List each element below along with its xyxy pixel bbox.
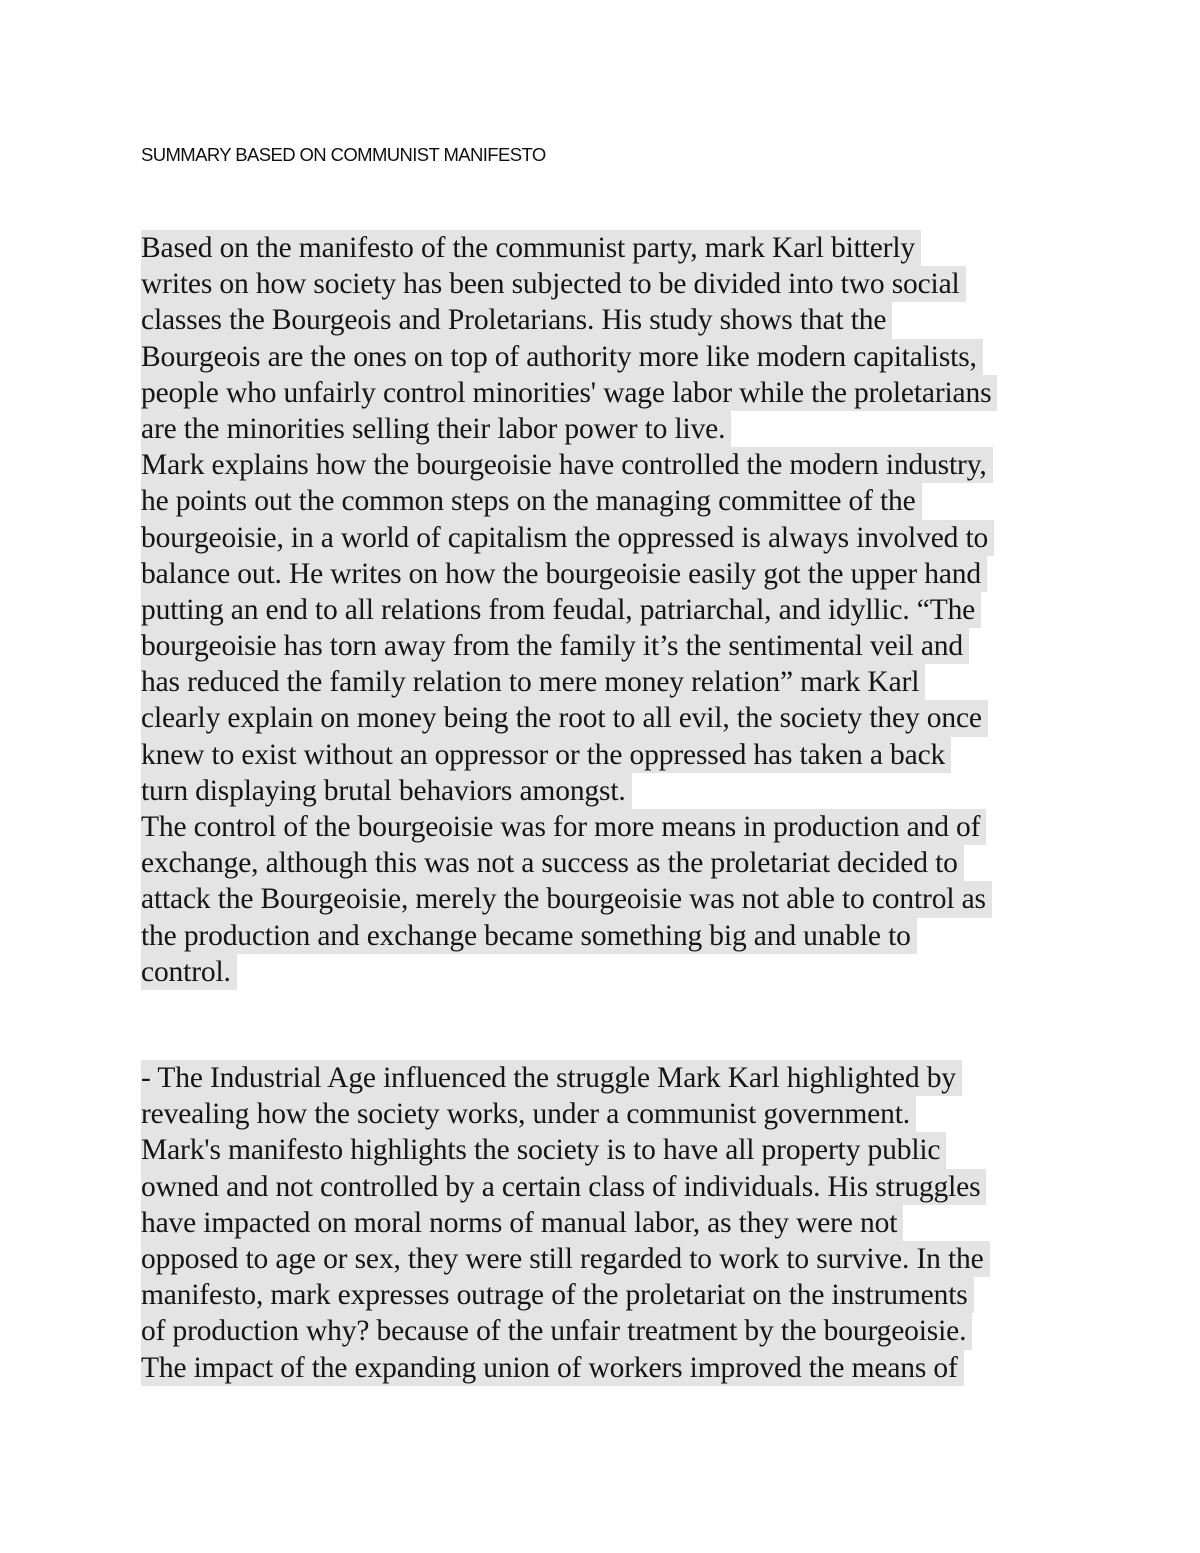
text-line: [141, 520, 997, 556]
text-line: [141, 556, 997, 592]
highlighted-text: - The Industrial Age influenced the struggle Mark Karl highlighted by: [141, 1060, 962, 1096]
text-line: [141, 845, 997, 881]
highlighted-text: Based on the manifesto of the communist party, mark Karl bitterly: [141, 230, 921, 266]
highlighted-text: The control of the bourgeoisie was for more means in production and of: [141, 809, 986, 845]
highlighted-text: bourgeoisie has torn away from the family it’s the sentimental veil and: [141, 628, 969, 664]
text-line: [141, 1277, 990, 1313]
text-line: [141, 230, 997, 266]
highlighted-text: the production and exchange became something big and unable to: [141, 918, 917, 954]
highlighted-text: of production why? because of the unfair treatment by the bourgeoisie.: [141, 1313, 972, 1349]
text-line: [141, 592, 997, 628]
text-line: [141, 302, 997, 338]
highlighted-text: manifesto, mark expresses outrage of the proletariat on the instruments: [141, 1277, 974, 1313]
text-line: [141, 339, 997, 375]
text-line: [141, 1205, 990, 1241]
highlighted-text: clearly explain on money being the root to all evil, the society they once: [141, 700, 988, 736]
highlighted-text: have impacted on moral norms of manual labor, as they were not: [141, 1205, 903, 1241]
text-line: [141, 447, 997, 483]
text-line: [141, 809, 997, 845]
paragraph-block-2: [141, 1060, 990, 1386]
highlighted-text: opposed to age or sex, they were still regarded to work to survive. In the: [141, 1241, 990, 1277]
highlighted-text: attack the Bourgeoisie, merely the bourgeoisie was not able to control as: [141, 881, 992, 917]
highlighted-text: turn displaying brutal behaviors amongst.: [141, 773, 632, 809]
text-line: [141, 628, 997, 664]
highlighted-text: are the minorities selling their labor power to live.: [141, 411, 731, 447]
paragraph-block-1: [141, 230, 997, 990]
highlighted-text: control.: [141, 954, 237, 990]
highlighted-text: revealing how the society works, under a communist government.: [141, 1096, 916, 1132]
highlighted-text: exchange, although this was not a success as the proletariat decided to: [141, 845, 964, 881]
highlighted-text: he points out the common steps on the managing committee of the: [141, 483, 922, 519]
text-line: [141, 737, 997, 773]
highlighted-text: knew to exist without an oppressor or the oppressed has taken a back: [141, 737, 951, 773]
text-line: [141, 375, 997, 411]
text-line: [141, 1096, 990, 1132]
highlighted-text: classes the Bourgeois and Proletarians. His study shows that the: [141, 302, 892, 338]
highlighted-text: people who unfairly control minorities' wage labor while the proletarians: [141, 375, 997, 411]
text-line: [141, 881, 997, 917]
text-line: [141, 1313, 990, 1349]
text-line: [141, 1241, 990, 1277]
highlighted-text: Mark's manifesto highlights the society is to have all property public: [141, 1132, 946, 1168]
document-title: SUMMARY BASED ON COMMUNIST MANIFESTO: [141, 144, 546, 165]
highlighted-text: Mark explains how the bourgeoisie have controlled the modern industry,: [141, 447, 993, 483]
highlighted-text: bourgeoisie, in a world of capitalism the oppressed is always involved to: [141, 520, 994, 556]
highlighted-text: has reduced the family relation to mere money relation” mark Karl: [141, 664, 925, 700]
highlighted-text: putting an end to all relations from feudal, patriarchal, and idyllic. “The: [141, 592, 981, 628]
highlighted-text: The impact of the expanding union of workers improved the means of: [141, 1350, 964, 1386]
highlighted-text: writes on how society has been subjected to be divided into two social: [141, 266, 966, 302]
text-line: [141, 1169, 990, 1205]
text-line: [141, 664, 997, 700]
text-line: [141, 954, 997, 990]
highlighted-text: owned and not controlled by a certain class of individuals. His struggles: [141, 1169, 986, 1205]
text-line: [141, 483, 997, 519]
text-line: [141, 411, 997, 447]
text-line: [141, 773, 997, 809]
highlighted-text: balance out. He writes on how the bourgeoisie easily got the upper hand: [141, 556, 987, 592]
text-line: [141, 1132, 990, 1168]
text-line: [141, 1350, 990, 1386]
highlighted-text: Bourgeois are the ones on top of authority more like modern capitalists,: [141, 339, 983, 375]
text-line: [141, 266, 997, 302]
text-line: [141, 1060, 990, 1096]
text-line: [141, 700, 997, 736]
text-line: [141, 918, 997, 954]
